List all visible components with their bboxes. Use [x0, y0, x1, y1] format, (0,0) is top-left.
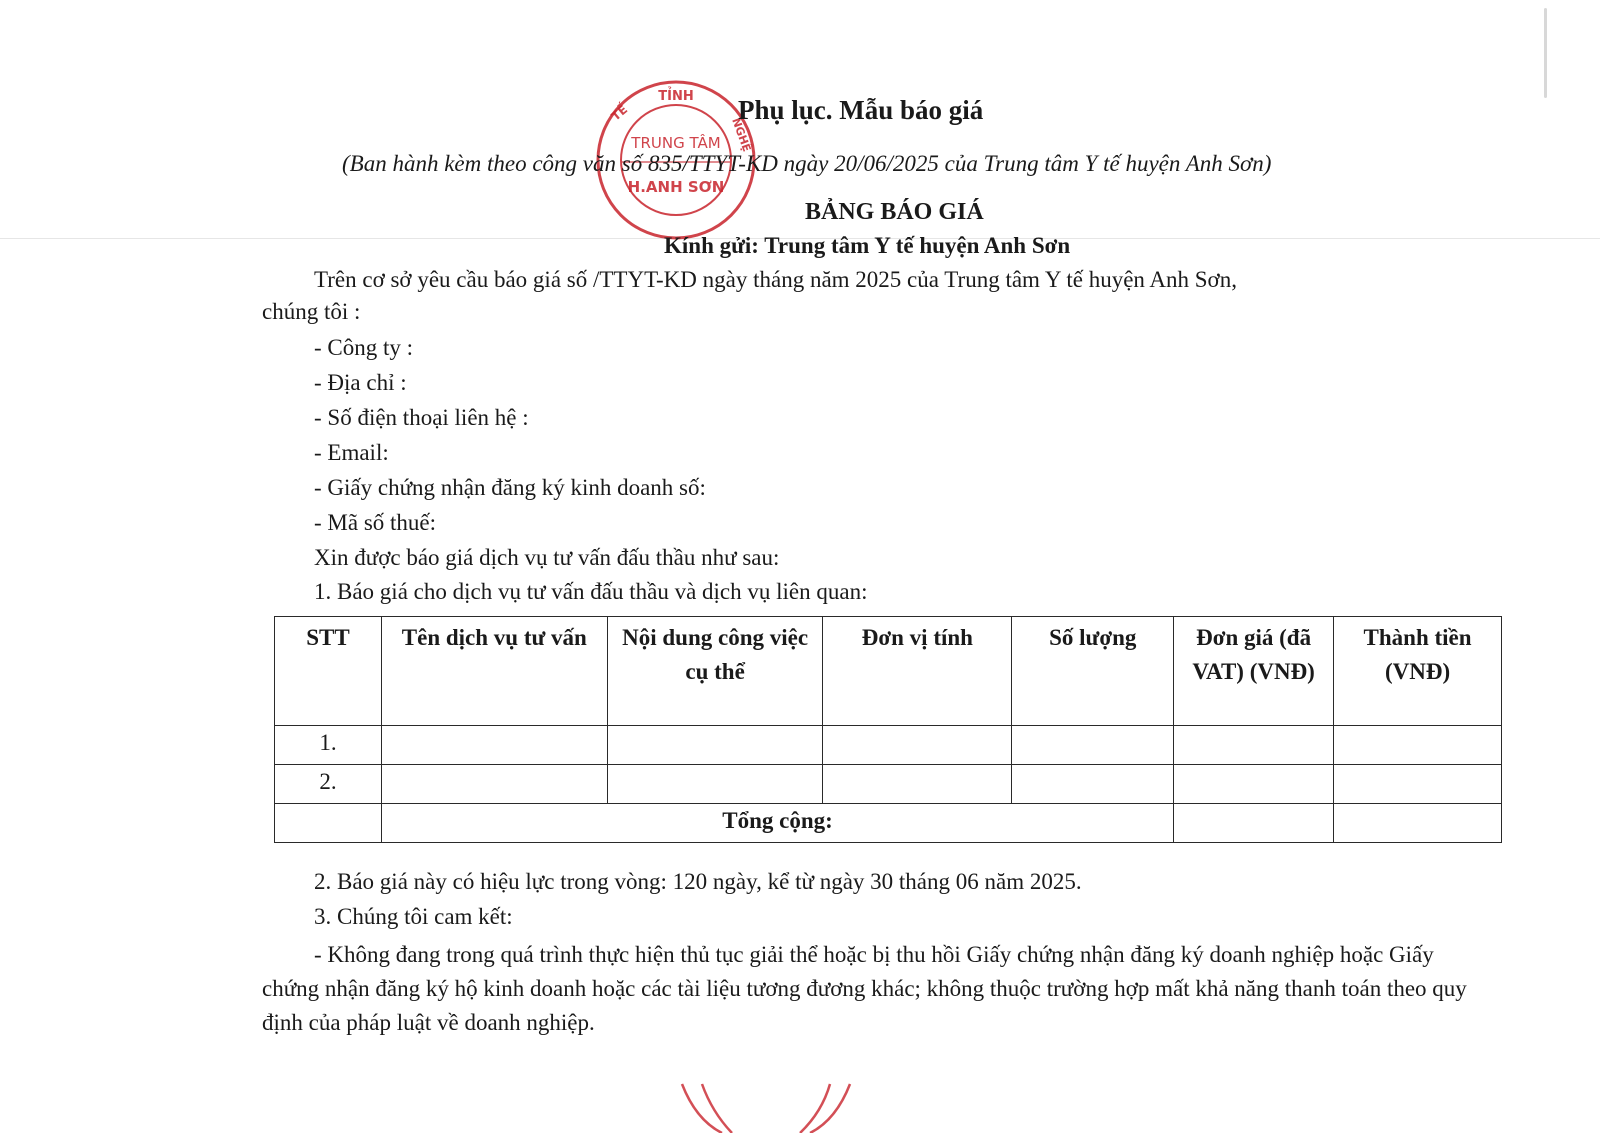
- table-row: [275, 726, 1502, 765]
- field-tax-code: - Mã số thuế:: [314, 510, 437, 535]
- intro-line-1: Trên cơ sở yêu cầu báo giá số /TTYT-KD ngày tháng năm 2025 của Trung tâm Y tế huyện Anh Sơn,: [314, 267, 1237, 292]
- header-stt: STT: [275, 617, 382, 726]
- scan-edge-mark: [1544, 8, 1547, 98]
- header-work-content: Nội dung công việc cụ thể: [607, 617, 823, 726]
- total-label: Tổng cộng:: [381, 804, 1173, 843]
- seal-top-text: TỈNH: [658, 89, 694, 104]
- table-cell: [1174, 765, 1334, 804]
- table-cell: [381, 726, 607, 765]
- header-unit: Đơn vị tính: [823, 617, 1012, 726]
- seal-right-text: NGHỆ: [729, 116, 754, 154]
- header-amount: Thành tiền (VNĐ): [1334, 617, 1502, 726]
- table-cell: [823, 765, 1012, 804]
- header-unit-price: Đơn giá (đã VAT) (VNĐ): [1174, 617, 1334, 726]
- table-cell: [1334, 726, 1502, 765]
- table-cell: [1012, 726, 1174, 765]
- table-total-row: [275, 804, 1502, 843]
- section-1-heading: 1. Báo giá cho dịch vụ tư vấn đấu thầu và dịch vụ liên quan:: [314, 579, 868, 604]
- row-number: 1.: [275, 726, 382, 765]
- commitment-paragraph: - Không đang trong quá trình thực hiện thủ tục giải thể hoặc bị thu hồi Giấy chứng nhận đăng ký doanh nghiệp hoặc Giấy chứng nhận đăng ký hộ kinh doanh hoặc các tài liệu tương đương khác; không thuộc trường hợp mất khả năng thanh toán theo quy định của pháp luật về doanh nghiệp.: [262, 942, 1467, 1035]
- table-cell: [823, 726, 1012, 765]
- table-cell: [607, 765, 823, 804]
- page-title: Phụ lục. Mẫu báo giá: [738, 95, 984, 125]
- field-business-cert: - Giấy chứng nhận đăng ký kinh doanh số:: [314, 475, 706, 500]
- table-row: [275, 765, 1502, 804]
- field-email: - Email:: [314, 440, 389, 465]
- table-cell: [275, 804, 382, 843]
- table-cell: [607, 726, 823, 765]
- issuance-subtitle: (Ban hành kèm theo công văn số 835/TTYT-KD ngày 20/06/2025 của Trung tâm Y tế huyện Anh Sơn): [342, 151, 1272, 176]
- table-cell: [381, 765, 607, 804]
- seal-center-line1: TRUNG TÂM: [631, 134, 721, 152]
- table-cell: [1174, 726, 1334, 765]
- seal-left-text: TẾ: [608, 102, 631, 124]
- row-number: 2.: [275, 765, 382, 804]
- section-3-heading: 3. Chúng tôi cam kết:: [314, 904, 513, 929]
- field-address: - Địa chỉ :: [314, 370, 407, 395]
- section-2-validity: 2. Báo giá này có hiệu lực trong vòng: 120 ngày, kể từ ngày 30 tháng 06 năm 2025.: [314, 869, 1082, 894]
- seal-center-line2: H.ANH SƠN: [627, 178, 725, 196]
- quotation-table: [274, 616, 1502, 843]
- intro-line-2: chúng tôi :: [262, 299, 361, 324]
- partial-seal-bottom: [676, 1082, 856, 1133]
- table-cell: [1334, 804, 1502, 843]
- table-cell: [1334, 765, 1502, 804]
- form-title: BẢNG BÁO GIÁ: [805, 199, 984, 225]
- table-header-row: [275, 617, 1502, 726]
- recipient-line: Kính gửi: Trung tâm Y tế huyện Anh Sơn: [664, 233, 1071, 258]
- table-cell: [1012, 765, 1174, 804]
- field-company: - Công ty :: [314, 335, 414, 360]
- request-line: Xin được báo giá dịch vụ tư vấn đấu thầu như sau:: [314, 545, 780, 570]
- field-phone: - Số điện thoại liên hệ :: [314, 405, 529, 430]
- table-cell: [1174, 804, 1334, 843]
- header-service-name: Tên dịch vụ tư vấn: [381, 617, 607, 726]
- header-quantity: Số lượng: [1012, 617, 1174, 726]
